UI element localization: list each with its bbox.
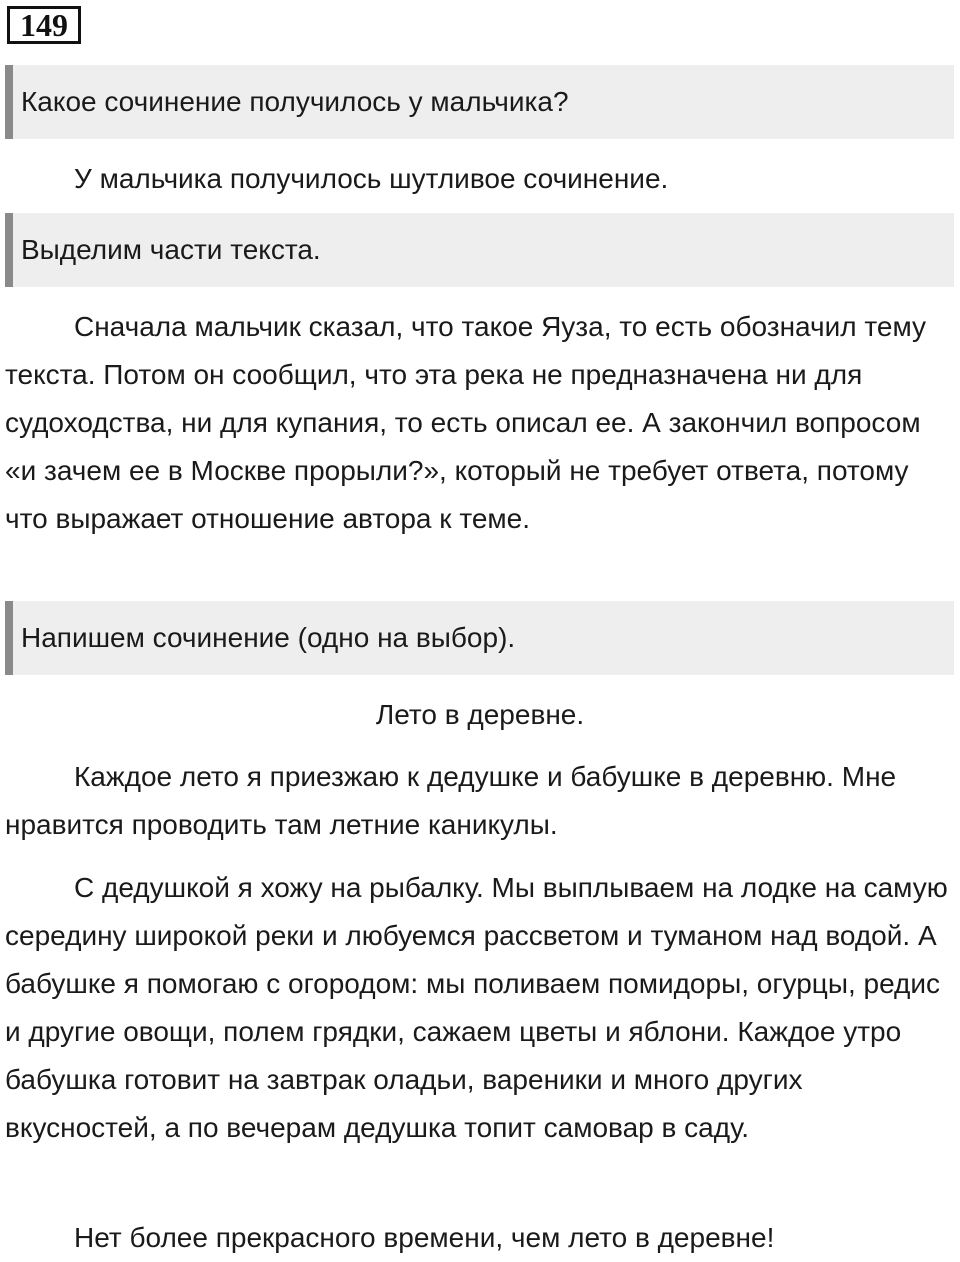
answer-2-text: Сначала мальчик сказал, что такое Яуза, то есть обозначил тему текста. Потом он сообщил, что эта река не предназначена ни для судоходства, ни для купания, то есть описал ее. А закончил вопросом «и зачем ее в Москве прорыли?», который не требует ответа, потому что выражает отношение автора к теме. [5,311,927,534]
question-1: Какое сочинение получилось у мальчика? [5,65,954,139]
answer-1 [5,155,955,203]
essay-paragraph-2 [5,864,955,1152]
essay-paragraph-2-text: С дедушкой я хожу на рыбалку. Мы выплываем на лодке на самую середину широкой реки и любуемся рассветом и туманом над водой. А бабушке я помогаю с огородом: мы поливаем помидоры, огурцы, редис и другие овощи, полем грядки, сажаем цветы и яблони. Каждое утро бабушка готовит на завтрак оладьи, вареники и много других вкусностей, а по вечерам дедушка топит самовар в саду. [5,872,948,1143]
answer-1-text: У мальчика получилось шутливое сочинение. [74,163,669,194]
question-3: Напишем сочинение (одно на выбор). [5,601,954,675]
essay-paragraph-3-text: Нет более прекрасного времени, чем лето в деревне! [74,1222,775,1253]
task-number-box: 149 [7,6,81,44]
answer-2 [5,303,955,543]
question-2: Выделим части текста. [5,213,954,287]
essay-paragraph-1 [5,753,955,849]
essay-paragraph-3 [5,1214,955,1262]
essay-paragraph-1-text: Каждое лето я приезжаю к дедушке и бабушке в деревню. Мне нравится проводить там летние каникулы. [5,761,897,840]
essay-title: Лето в деревне. [375,699,585,730]
